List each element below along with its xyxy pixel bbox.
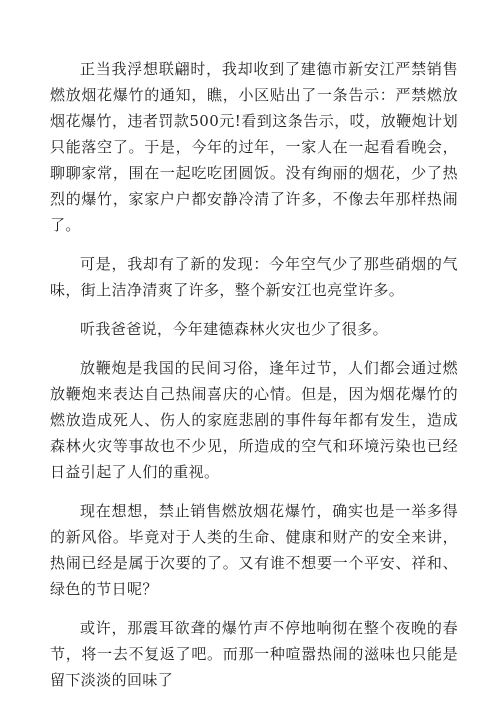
paragraph-2: 可是，我却有了新的发现：今年空气少了那些硝烟的气味，街上洁净清爽了许多，整个新安江也亮堂许多。 (50, 255, 458, 299)
paragraph-6: 或许，那震耳欲聋的爆竹声不停地响彻在整个夜晚的春节，将一去不复返了吧。而那一种喧嚣热闹的滋味也只能是留下淡淡的回味了 (50, 619, 458, 689)
paragraph-5: 现在想想，禁止销售燃放烟花爆竹，确实也是一举多得的新风俗。毕竟对于人类的生命、健康和财产的安全来讲，热闹已经是属于次要的了。又有谁不想要一个平安、祥和、绿色的节日呢？ (50, 502, 458, 598)
article-body (50, 56, 458, 706)
paragraph-4: 放鞭炮是我国的民间习俗，逢年过节，人们都会通过燃放鞭炮来表达自己热闹喜庆的心情。但是，因为烟花爆竹的燃放造成死人、伤人的家庭悲剧的事件每年都有发生，造成森林火灾等事故也不少见，所造成的空气和环境污染也已经日益引起了人们的重视。 (50, 359, 458, 481)
paragraph-3: 听我爸爸说，今年建德森林火灾也少了很多。 (80, 320, 389, 338)
paragraph-1: 正当我浮想联翩时，我却收到了建德市新安江严禁销售燃放烟花爆竹的通知，瞧，小区贴出了一条告示：严禁燃放烟花爆竹，违者罚款500元!看到这条告示，哎，放鞭炮计划只能落空了。于是，今年的过年，一家人在一起看看晚会，聊聊家常，围在一起吃吃团圆饭。没有绚丽的烟花，少了热烈的爆竹，家家户户都安静冷清了许多，不像去年那样热闹了。 (50, 60, 458, 234)
